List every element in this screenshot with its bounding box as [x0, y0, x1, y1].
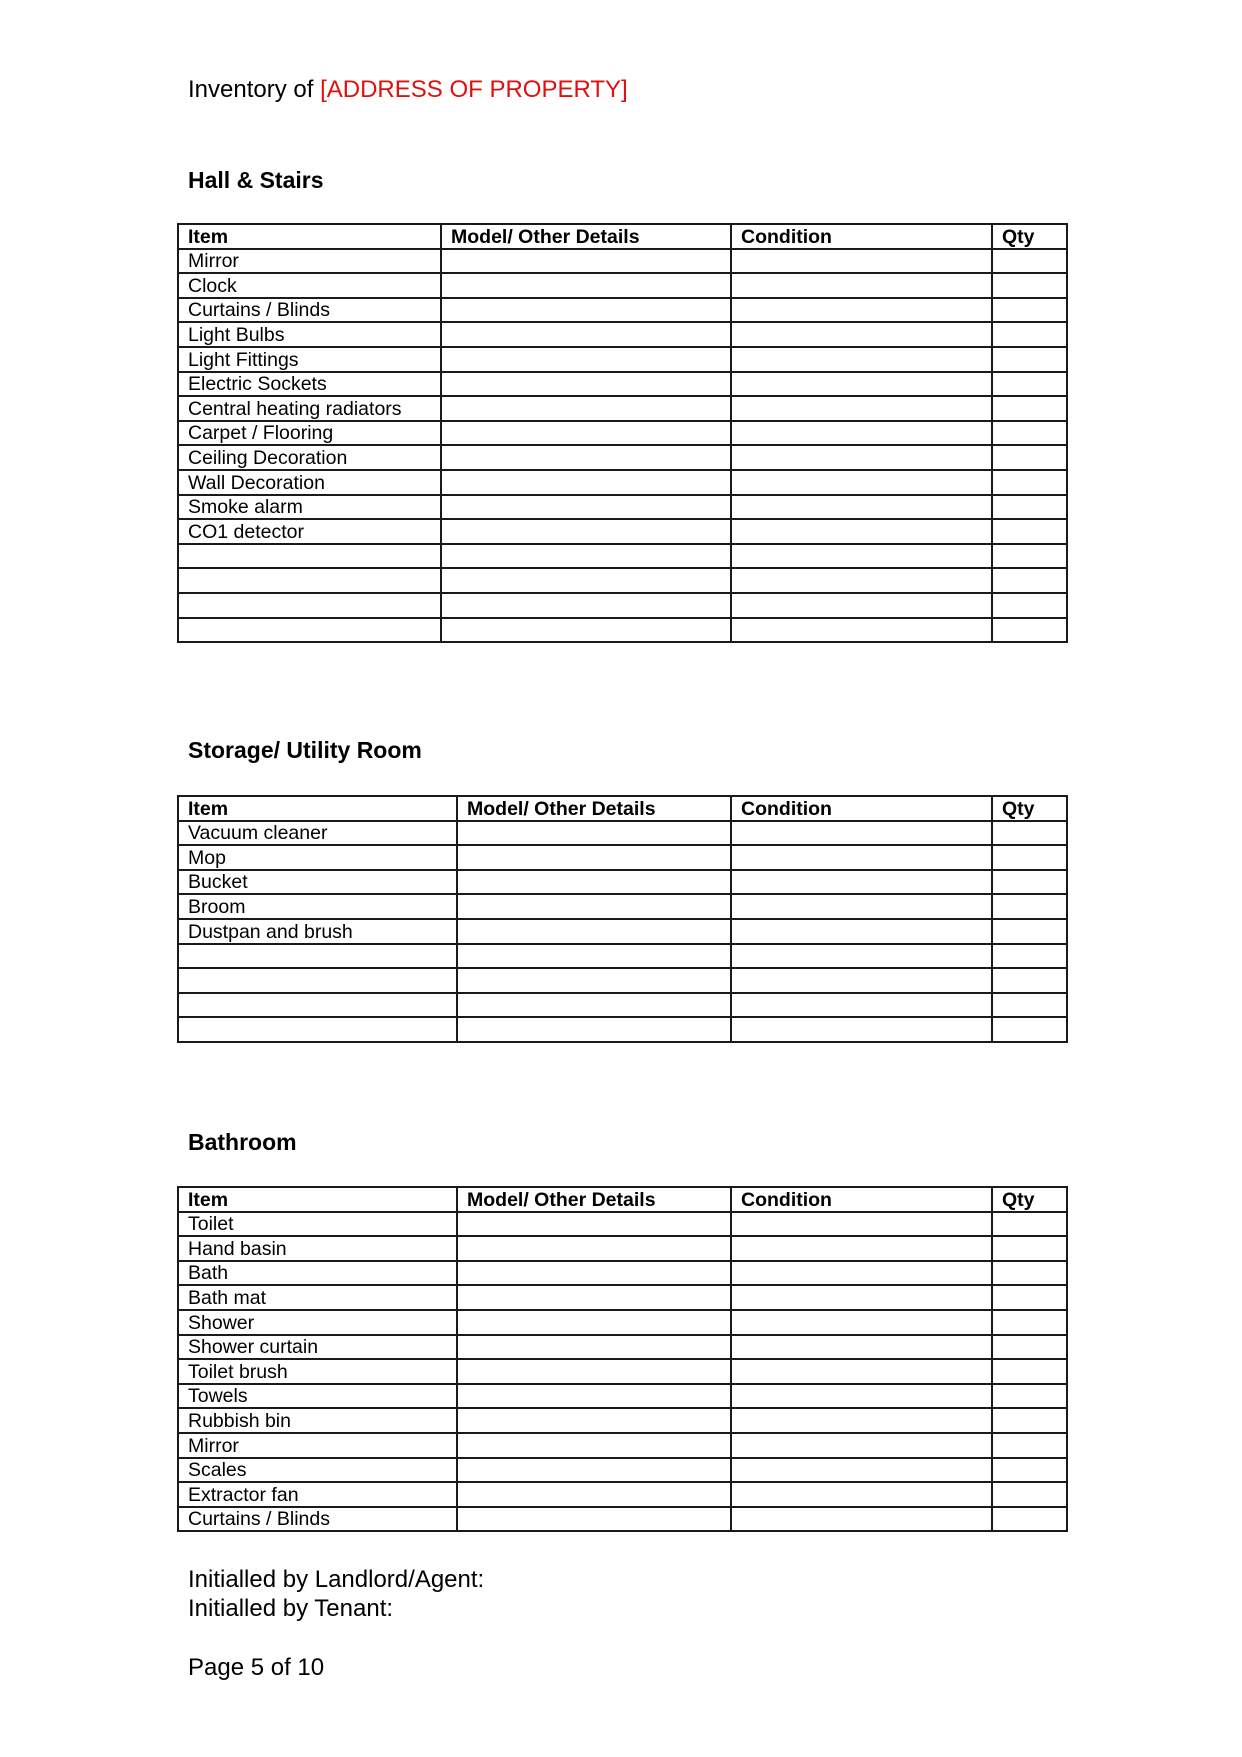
details-cell[interactable]: [441, 421, 731, 446]
qty-cell[interactable]: [992, 298, 1067, 323]
item-cell: Hand basin: [178, 1236, 457, 1261]
table-row: [178, 347, 1067, 372]
qty-cell[interactable]: [992, 347, 1067, 372]
item-cell: Ceiling Decoration: [178, 445, 441, 470]
item-cell: Light Fittings: [178, 347, 441, 372]
item-cell: [178, 593, 441, 618]
condition-cell[interactable]: [731, 396, 992, 421]
condition-cell[interactable]: [731, 519, 992, 544]
item-cell: Toilet: [178, 1212, 457, 1237]
tenant-initials-label: Initialled by Tenant:: [188, 1595, 394, 1622]
table-row: [178, 1507, 1067, 1532]
table-row: [178, 1261, 1067, 1286]
qty-cell[interactable]: [992, 919, 1067, 944]
address-placeholder: [ADDRESS OF PROPERTY]: [320, 76, 628, 103]
condition-cell[interactable]: [731, 1236, 992, 1261]
condition-cell[interactable]: [731, 944, 992, 969]
table-row: [178, 993, 1067, 1018]
qty-cell[interactable]: [992, 1261, 1067, 1286]
item-cell: Towels: [178, 1384, 457, 1409]
section-heading-hall-stairs: Hall & Stairs: [188, 167, 324, 193]
qty-cell[interactable]: [992, 1433, 1067, 1458]
column-header-details: Model/ Other Details: [457, 796, 731, 821]
item-cell: Wall Decoration: [178, 470, 441, 495]
table-row: [178, 1359, 1067, 1384]
item-cell: Curtains / Blinds: [178, 298, 441, 323]
table-bathroom: [177, 1186, 1068, 1532]
table-row: [178, 919, 1067, 944]
table-row: [178, 894, 1067, 919]
details-cell[interactable]: [441, 618, 731, 643]
qty-cell[interactable]: [992, 845, 1067, 870]
condition-cell[interactable]: [731, 470, 992, 495]
details-cell[interactable]: [441, 495, 731, 520]
item-cell: Shower curtain: [178, 1335, 457, 1360]
item-cell: [178, 1017, 457, 1042]
table-row: [178, 298, 1067, 323]
title-prefix: Inventory of: [188, 76, 321, 103]
table-row: [178, 1236, 1067, 1261]
condition-cell[interactable]: [731, 894, 992, 919]
qty-cell[interactable]: [992, 1482, 1067, 1507]
qty-cell[interactable]: [992, 944, 1067, 969]
table-header-row: [178, 1187, 1067, 1212]
qty-cell[interactable]: [992, 1310, 1067, 1335]
condition-cell[interactable]: [731, 845, 992, 870]
details-cell[interactable]: [441, 347, 731, 372]
table-row: [178, 1017, 1067, 1042]
qty-cell[interactable]: [992, 1458, 1067, 1483]
item-cell: Light Bulbs: [178, 322, 441, 347]
condition-cell[interactable]: [731, 1285, 992, 1310]
table-row: [178, 249, 1067, 274]
table-row: [178, 372, 1067, 397]
table-row: [178, 1433, 1067, 1458]
qty-cell[interactable]: [992, 870, 1067, 895]
condition-cell[interactable]: [731, 1261, 992, 1286]
details-cell[interactable]: [457, 1236, 731, 1261]
details-cell[interactable]: [457, 1310, 731, 1335]
table-storage-utility: [177, 795, 1068, 1043]
table-row: [178, 1212, 1067, 1237]
condition-cell[interactable]: [731, 870, 992, 895]
table-row: [178, 944, 1067, 969]
condition-cell[interactable]: [731, 821, 992, 846]
details-cell[interactable]: [457, 1261, 731, 1286]
details-cell[interactable]: [457, 1408, 731, 1433]
details-cell[interactable]: [457, 968, 731, 993]
condition-cell[interactable]: [731, 322, 992, 347]
table-row: [178, 1285, 1067, 1310]
condition-cell[interactable]: [731, 968, 992, 993]
qty-cell[interactable]: [992, 273, 1067, 298]
table-row: [178, 870, 1067, 895]
item-cell: Mirror: [178, 249, 441, 274]
table-row: [178, 396, 1067, 421]
qty-cell[interactable]: [992, 322, 1067, 347]
details-cell[interactable]: [457, 944, 731, 969]
qty-cell[interactable]: [992, 568, 1067, 593]
condition-cell[interactable]: [731, 1408, 992, 1433]
details-cell[interactable]: [441, 372, 731, 397]
column-header-condition: Condition: [731, 796, 992, 821]
condition-cell[interactable]: [731, 495, 992, 520]
item-cell: [178, 568, 441, 593]
details-cell[interactable]: [441, 593, 731, 618]
table-row: [178, 1482, 1067, 1507]
item-cell: Central heating radiators: [178, 396, 441, 421]
column-header-item: Item: [178, 224, 441, 249]
item-cell: Electric Sockets: [178, 372, 441, 397]
column-header-item: Item: [178, 796, 457, 821]
condition-cell[interactable]: [731, 1507, 992, 1532]
details-cell[interactable]: [441, 568, 731, 593]
qty-cell[interactable]: [992, 470, 1067, 495]
item-cell: Rubbish bin: [178, 1408, 457, 1433]
condition-cell[interactable]: [731, 1017, 992, 1042]
details-cell[interactable]: [457, 1458, 731, 1483]
document-title: [188, 76, 628, 104]
item-cell: Shower: [178, 1310, 457, 1335]
column-header-details: Model/ Other Details: [457, 1187, 731, 1212]
item-cell: Curtains / Blinds: [178, 1507, 457, 1532]
qty-cell[interactable]: [992, 821, 1067, 846]
table-row: [178, 445, 1067, 470]
table-row: [178, 568, 1067, 593]
details-cell[interactable]: [457, 1384, 731, 1409]
condition-cell[interactable]: [731, 372, 992, 397]
table-row: [178, 1458, 1067, 1483]
column-header-item: Item: [178, 1187, 457, 1212]
condition-cell[interactable]: [731, 347, 992, 372]
item-cell: Extractor fan: [178, 1482, 457, 1507]
item-cell: Carpet / Flooring: [178, 421, 441, 446]
details-cell[interactable]: [441, 519, 731, 544]
condition-cell[interactable]: [731, 445, 992, 470]
details-cell[interactable]: [441, 544, 731, 569]
table-row: [178, 618, 1067, 643]
details-cell[interactable]: [441, 298, 731, 323]
qty-cell[interactable]: [992, 1507, 1067, 1532]
condition-cell[interactable]: [731, 593, 992, 618]
condition-cell[interactable]: [731, 618, 992, 643]
item-cell: [178, 544, 441, 569]
table-row: [178, 544, 1067, 569]
qty-cell[interactable]: [992, 421, 1067, 446]
condition-cell[interactable]: [731, 1359, 992, 1384]
details-cell[interactable]: [457, 1507, 731, 1532]
details-cell[interactable]: [441, 445, 731, 470]
qty-cell[interactable]: [992, 593, 1067, 618]
details-cell[interactable]: [457, 1335, 731, 1360]
column-header-condition: Condition: [731, 224, 992, 249]
item-cell: [178, 618, 441, 643]
item-cell: CO1 detector: [178, 519, 441, 544]
qty-cell[interactable]: [992, 1384, 1067, 1409]
condition-cell[interactable]: [731, 993, 992, 1018]
table-row: [178, 519, 1067, 544]
details-cell[interactable]: [441, 470, 731, 495]
table-row: [178, 421, 1067, 446]
qty-cell[interactable]: [992, 618, 1067, 643]
table-row: [178, 273, 1067, 298]
table-row: [178, 470, 1067, 495]
landlord-initials-label: Initialled by Landlord/Agent:: [188, 1566, 485, 1593]
table-row: [178, 1384, 1067, 1409]
table-row: [178, 495, 1067, 520]
details-cell[interactable]: [441, 396, 731, 421]
condition-cell[interactable]: [731, 1310, 992, 1335]
qty-cell[interactable]: [992, 495, 1067, 520]
item-cell: Mop: [178, 845, 457, 870]
details-cell[interactable]: [457, 1017, 731, 1042]
item-cell: [178, 968, 457, 993]
column-header-condition: Condition: [731, 1187, 992, 1212]
qty-cell[interactable]: [992, 249, 1067, 274]
condition-cell[interactable]: [731, 1335, 992, 1360]
qty-cell[interactable]: [992, 1408, 1067, 1433]
item-cell: Smoke alarm: [178, 495, 441, 520]
condition-cell[interactable]: [731, 919, 992, 944]
qty-cell[interactable]: [992, 1285, 1067, 1310]
details-cell[interactable]: [457, 1359, 731, 1384]
qty-cell[interactable]: [992, 1335, 1067, 1360]
details-cell[interactable]: [457, 1212, 731, 1237]
qty-cell[interactable]: [992, 968, 1067, 993]
condition-cell[interactable]: [731, 1458, 992, 1483]
table-header-row: [178, 796, 1067, 821]
item-cell: [178, 944, 457, 969]
qty-cell[interactable]: [992, 1359, 1067, 1384]
condition-cell[interactable]: [731, 1433, 992, 1458]
item-cell: Scales: [178, 1458, 457, 1483]
qty-cell[interactable]: [992, 1212, 1067, 1237]
item-cell: Broom: [178, 894, 457, 919]
details-cell[interactable]: [441, 322, 731, 347]
table-hall-stairs: [177, 223, 1068, 643]
table-row: [178, 593, 1067, 618]
details-cell[interactable]: [441, 249, 731, 274]
table-row: [178, 845, 1067, 870]
item-cell: Toilet brush: [178, 1359, 457, 1384]
details-cell[interactable]: [441, 273, 731, 298]
item-cell: Bath: [178, 1261, 457, 1286]
details-cell[interactable]: [457, 1285, 731, 1310]
qty-cell[interactable]: [992, 372, 1067, 397]
details-cell[interactable]: [457, 845, 731, 870]
condition-cell[interactable]: [731, 249, 992, 274]
details-cell[interactable]: [457, 1433, 731, 1458]
table-row: [178, 1310, 1067, 1335]
qty-cell[interactable]: [992, 544, 1067, 569]
qty-cell[interactable]: [992, 396, 1067, 421]
condition-cell[interactable]: [731, 273, 992, 298]
details-cell[interactable]: [457, 870, 731, 895]
page-number: Page 5 of 10: [188, 1654, 325, 1681]
details-cell[interactable]: [457, 993, 731, 1018]
table-row: [178, 1335, 1067, 1360]
qty-cell[interactable]: [992, 894, 1067, 919]
column-header-details: Model/ Other Details: [441, 224, 731, 249]
qty-cell[interactable]: [992, 445, 1067, 470]
qty-cell[interactable]: [992, 519, 1067, 544]
details-cell[interactable]: [457, 894, 731, 919]
condition-cell[interactable]: [731, 1482, 992, 1507]
item-cell: Clock: [178, 273, 441, 298]
details-cell[interactable]: [457, 919, 731, 944]
table-row: [178, 322, 1067, 347]
item-cell: Vacuum cleaner: [178, 821, 457, 846]
section-heading-storage-utility: Storage/ Utility Room: [188, 737, 422, 763]
details-cell[interactable]: [457, 821, 731, 846]
item-cell: Mirror: [178, 1433, 457, 1458]
qty-cell[interactable]: [992, 993, 1067, 1018]
condition-cell[interactable]: [731, 1212, 992, 1237]
column-header-qty: Qty: [992, 1187, 1067, 1212]
condition-cell[interactable]: [731, 421, 992, 446]
table-row: [178, 1408, 1067, 1433]
item-cell: Dustpan and brush: [178, 919, 457, 944]
details-cell[interactable]: [457, 1482, 731, 1507]
item-cell: Bath mat: [178, 1285, 457, 1310]
column-header-qty: Qty: [992, 796, 1067, 821]
table-row: [178, 821, 1067, 846]
condition-cell[interactable]: [731, 298, 992, 323]
qty-cell[interactable]: [992, 1236, 1067, 1261]
section-heading-bathroom: Bathroom: [188, 1129, 297, 1155]
condition-cell[interactable]: [731, 568, 992, 593]
item-cell: [178, 993, 457, 1018]
condition-cell[interactable]: [731, 544, 992, 569]
table-header-row: [178, 224, 1067, 249]
table-row: [178, 968, 1067, 993]
item-cell: Bucket: [178, 870, 457, 895]
condition-cell[interactable]: [731, 1384, 992, 1409]
column-header-qty: Qty: [992, 224, 1067, 249]
qty-cell[interactable]: [992, 1017, 1067, 1042]
